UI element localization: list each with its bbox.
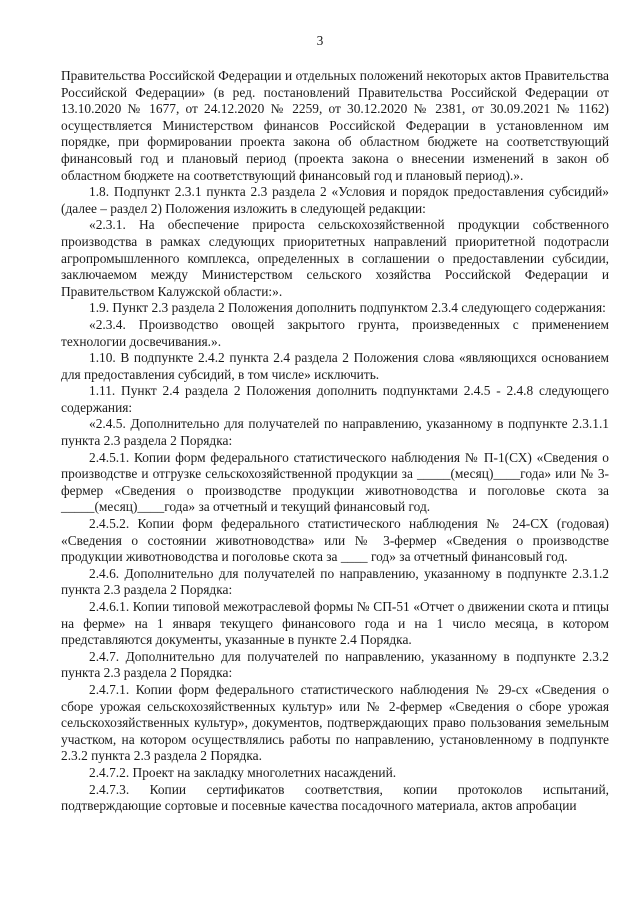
paragraph-2-4-7-2: 2.4.7.2. Проект на закладку многолетних насаждений. xyxy=(89,764,397,780)
paragraph-2-4-7: 2.4.7. Дополнительно для получателей по направлению, указанному в подпункте 2.3.2 пункта 2.3 раздела 2 Порядка: xyxy=(61,648,609,681)
document-body xyxy=(61,68,609,815)
paragraph-1-11: 1.11. Пункт 2.4 раздела 2 Положения дополнить подпунктами 2.4.5 - 2.4.8 следующего содержания: xyxy=(61,383,609,415)
paragraph-continuation: Правительства Российской Федерации и отдельных положений некоторых актов Правительства Российской Федерации» (в ред. постановлений Правительства Российской Федерации от 13.10.2020 № 1677, от 24.12.2020 № 2259, от 30.12.2020 № 2381, от 30.09.2021 № 1162) осуществляется Министерством финансов Российской Федерации в установленном им порядке, при формировании проекта закона об областном бюджете на соответствующий финансовый год и плановый период (проекта закона о внесении изменений в закон об областном бюджете на соответствующий финансовый год и плановый период).». xyxy=(61,68,609,183)
paragraph-2-4-6: 2.4.6. Дополнительно для получателей по направлению, указанному в подпункте 2.3.1.2 пункта 2.3 раздела 2 Порядка: xyxy=(61,565,609,598)
paragraph-2-4-5: «2.4.5. Дополнительно для получателей по направлению, указанному в подпункте 2.3.1.1 пункта 2.3 раздела 2 Порядка: xyxy=(61,416,609,449)
paragraph-2-4-6-1: 2.4.6.1. Копии типовой межотраслевой формы № СП-51 «Отчет о движении скота и птицы на ферме» на 1 января текущего финансового года и на 1 число месяца, в котором представляются документы, указанные в пункте 2.4 Порядка. xyxy=(61,599,609,648)
page-number: 3 xyxy=(316,33,324,48)
paragraph-2-4-7-3: 2.4.7.3. Копии сертификатов соответствия, копии протоколов испытаний, подтверждающие сортовые и посевные качества посадочного материала, актов апробации xyxy=(61,781,609,814)
paragraph-2-3-1: «2.3.1. На обеспечение прироста сельскохозяйственной продукции собственного производства в рамках следующих приоритетных направлений приоритетной подотрасли агропромышленного комплекса, определенных в соглашении о предоставлении субсидии, заключаемом между Министерством сельского хозяйства Российской Федерации и Правительством Калужской области:». xyxy=(61,217,609,299)
paragraph-1-8: 1.8. Подпункт 2.3.1 пункта 2.3 раздела 2 «Условия и порядок предоставления субсидий» (далее – раздел 2) Положения изложить в следующей редакции: xyxy=(61,184,609,216)
paragraph-2-3-4: «2.3.4. Производство овощей закрытого грунта, произведенных с применением технологии досвечивания.». xyxy=(61,316,609,349)
paragraph-2-4-5-2: 2.4.5.2. Копии форм федерального статистического наблюдения № 24-СХ (годовая) «Сведения о состоянии животноводства» или № 3-фермер «Сведения о производстве продукции животноводства и поголовье скота за ____ год» за отчетный финансовый год. xyxy=(61,516,609,565)
paragraph-2-4-7-1: 2.4.7.1. Копии форм федерального статистического наблюдения № 29-сх «Сведения о сборе урожая сельскохозяйственных культур» или № 2-фермер «Сведения о сборе урожая сельскохозяйственных культур», документов, подтверждающих право пользования земельным участком, на котором осуществлялись работы по направлению, установленному в подпункте 2.3.2 пункта 2.3 раздела 2 Порядка. xyxy=(61,681,609,764)
paragraph-1-9: 1.9. Пункт 2.3 раздела 2 Положения дополнить подпунктом 2.3.4 следующего содержания: xyxy=(89,300,606,316)
paragraph-1-10: 1.10. В подпункте 2.4.2 пункта 2.4 раздела 2 Положения слова «являющихся основанием для предоставления субсидий, в том числе» исключить. xyxy=(61,350,609,382)
paragraph-2-4-5-1: 2.4.5.1. Копии форм федерального статистического наблюдения № П-1(СХ) «Сведения о производстве и отгрузке сельскохозяйственной продукции за _____(месяц)____года» или № 3-фермер «Сведения о производстве продукции животноводства и поголовье скота за _____(месяц)____года» за отчетный и текущий финансовый год. xyxy=(61,449,609,515)
